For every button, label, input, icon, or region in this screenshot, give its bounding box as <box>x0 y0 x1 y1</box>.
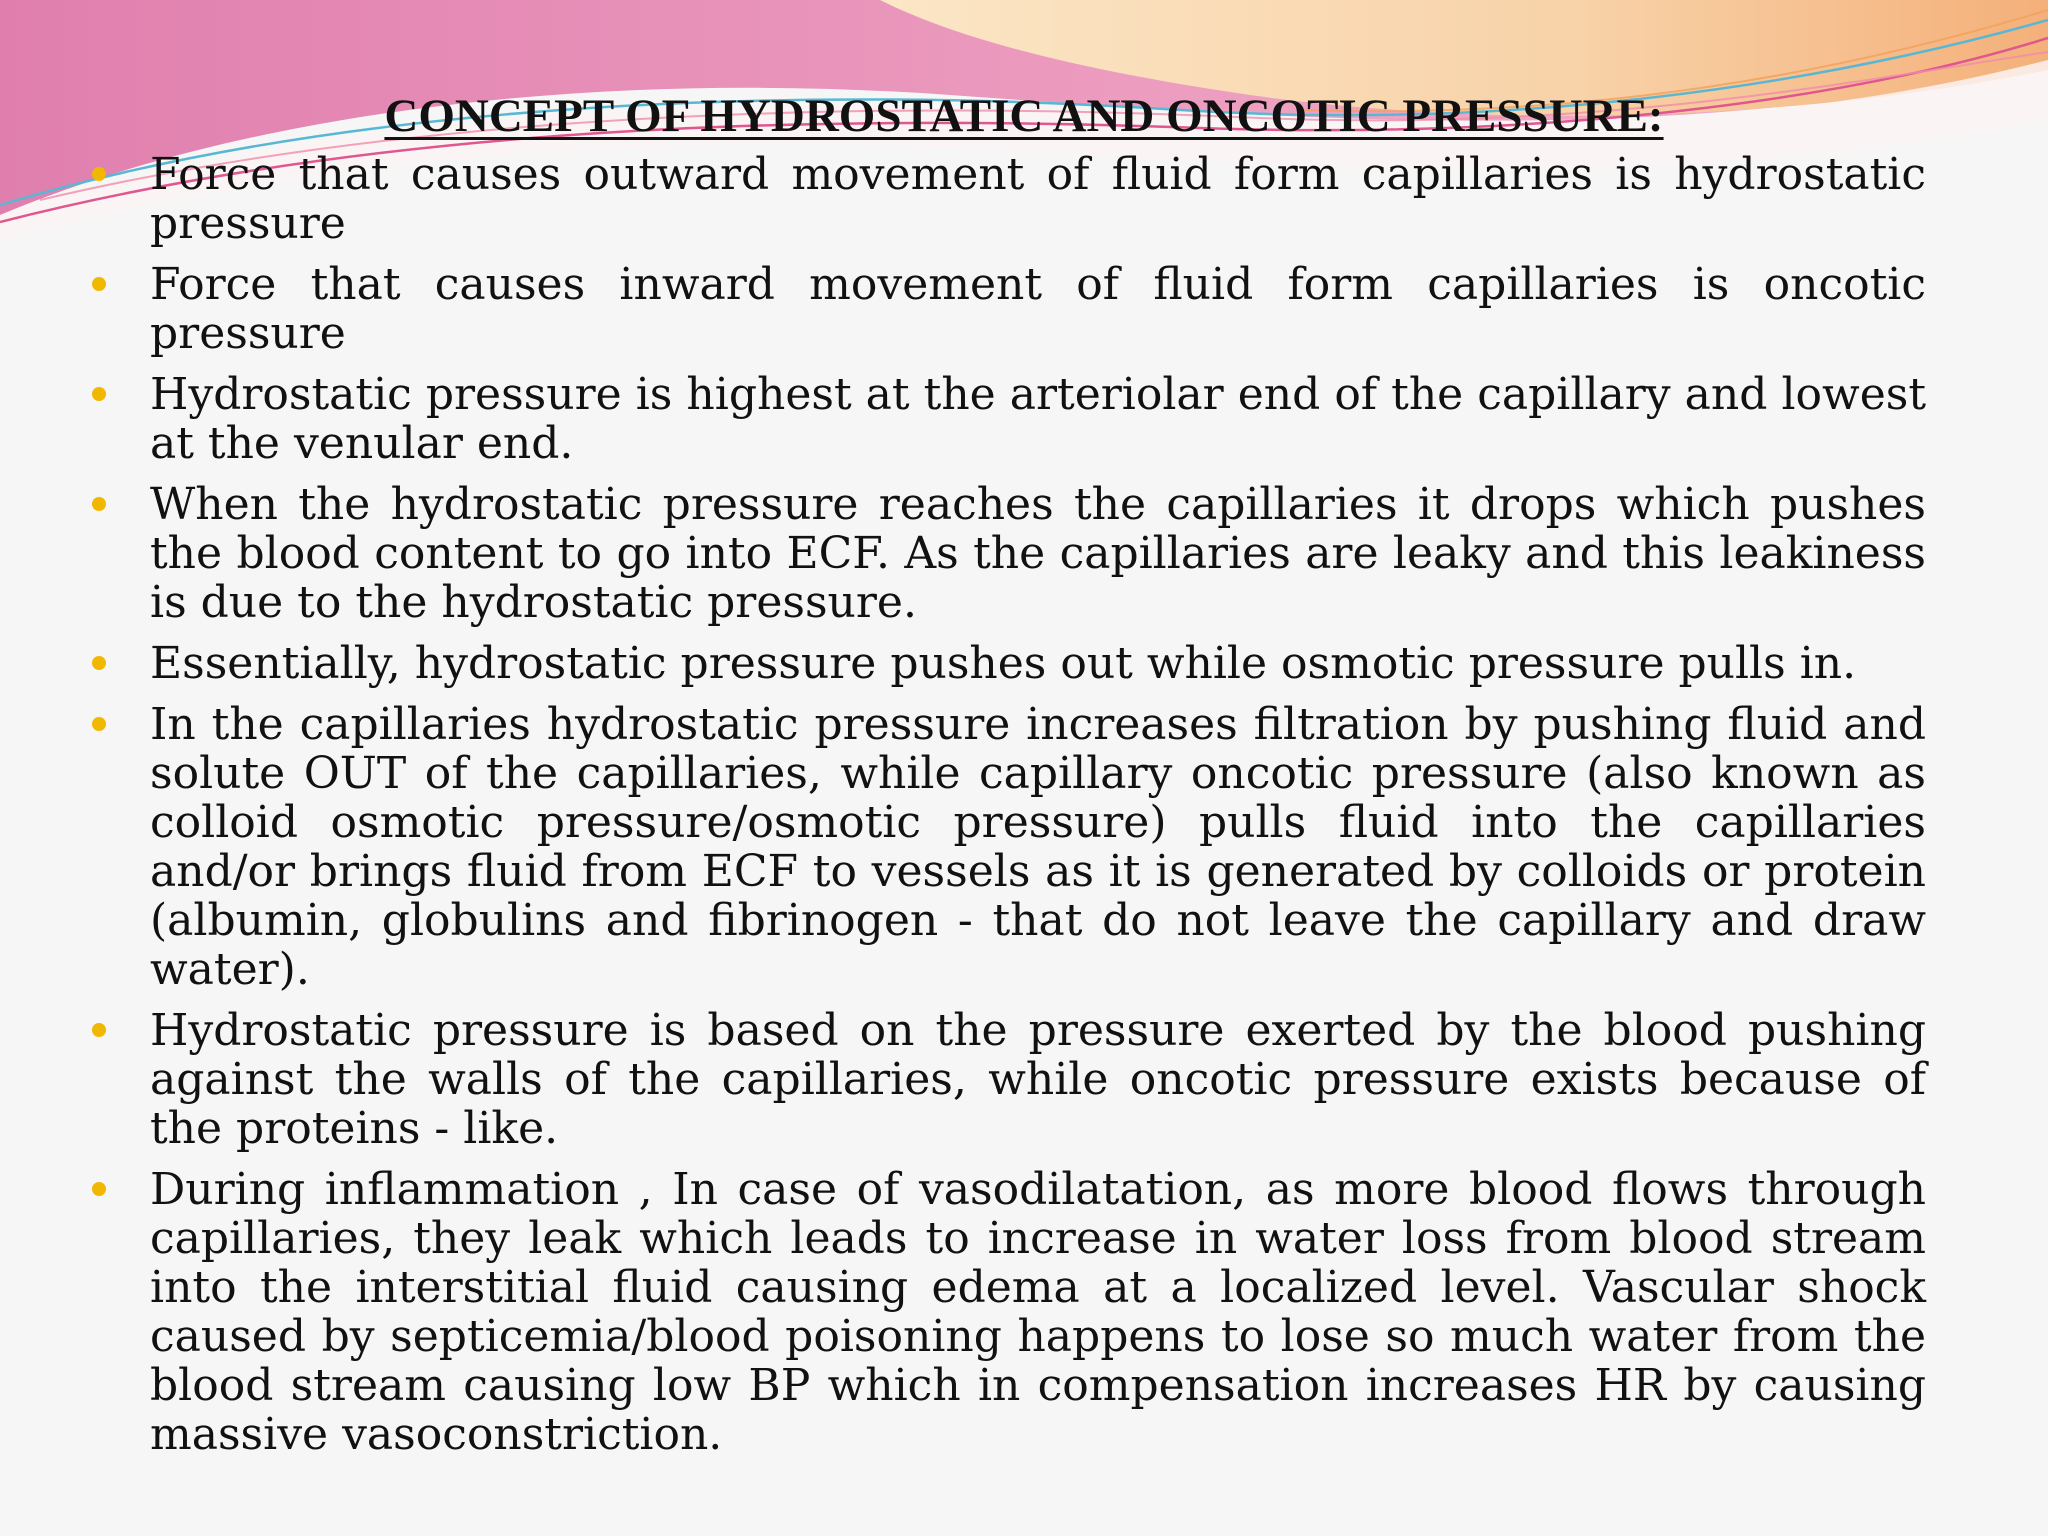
bullet-text: In the capillaries hydrostatic pressure increases filtration by pushing fluid and solute OUT of the capillaries, while capillary oncotic pressure (also known as colloid osmotic pressure/osmotic pressure) pulls fluid into the capillaries and/or brings fluid from ECF to vessels as it is generated by colloids or protein (albumin, globulins and fibrinogen - that do not leave the capillary and draw water). <box>150 699 1926 995</box>
bullet-text: During inflammation , In case of vasodilatation, as more blood flows through capillaries, they leak which leads to increase in water loss from blood stream into the interstitial fluid causing edema at a localized level. Vascular shock caused by septicemia/blood poisoning happens to lose so much water from the blood stream causing low BP which in compensation increases HR by causing massive vasoconstriction. <box>150 1164 1926 1460</box>
bullet-text: Hydrostatic pressure is highest at the arteriolar end of the capillary and lowest at the venular end. <box>150 369 1926 469</box>
bullet-dot-icon <box>92 1182 106 1196</box>
bullet-text: Force that causes outward movement of fluid form capillaries is hydrostatic pressure <box>150 149 1926 249</box>
bullet-text: Force that causes inward movement of fluid form capillaries is oncotic pressure <box>150 259 1926 359</box>
bullet-dot-icon <box>92 167 106 181</box>
bullet-item <box>150 700 1926 994</box>
bullet-dot-icon <box>92 1023 106 1037</box>
bullet-text: Hydrostatic pressure is based on the pressure exerted by the blood pushing against the walls of the capillaries, while oncotic pressure exists because of the proteins - like. <box>150 1005 1926 1154</box>
bullet-list <box>150 150 1926 1471</box>
bullet-dot-icon <box>92 656 106 670</box>
bullet-dot-icon <box>92 497 106 511</box>
bullet-item <box>150 1165 1926 1459</box>
bullet-item <box>150 260 1926 358</box>
bullet-item <box>150 639 1926 688</box>
bullet-text: Essentially, hydrostatic pressure pushes out while osmotic pressure pulls in. <box>150 638 1857 689</box>
bullet-item <box>150 370 1926 468</box>
bullet-dot-icon <box>92 277 106 291</box>
slide-title-text: CONCEPT OF HYDROSTATIC AND ONCOTIC PRESSURE: <box>384 90 1664 142</box>
bullet-text: When the hydrostatic pressure reaches the capillaries it drops which pushes the blood content to go into ECF. As the capillaries are leaky and this leakiness is due to the hydrostatic pressure. <box>150 479 1926 628</box>
bullet-item <box>150 480 1926 627</box>
bullet-dot-icon <box>92 387 106 401</box>
slide-title <box>0 88 2048 144</box>
bullet-dot-icon <box>92 717 106 731</box>
bullet-item <box>150 150 1926 248</box>
bullet-item <box>150 1006 1926 1153</box>
